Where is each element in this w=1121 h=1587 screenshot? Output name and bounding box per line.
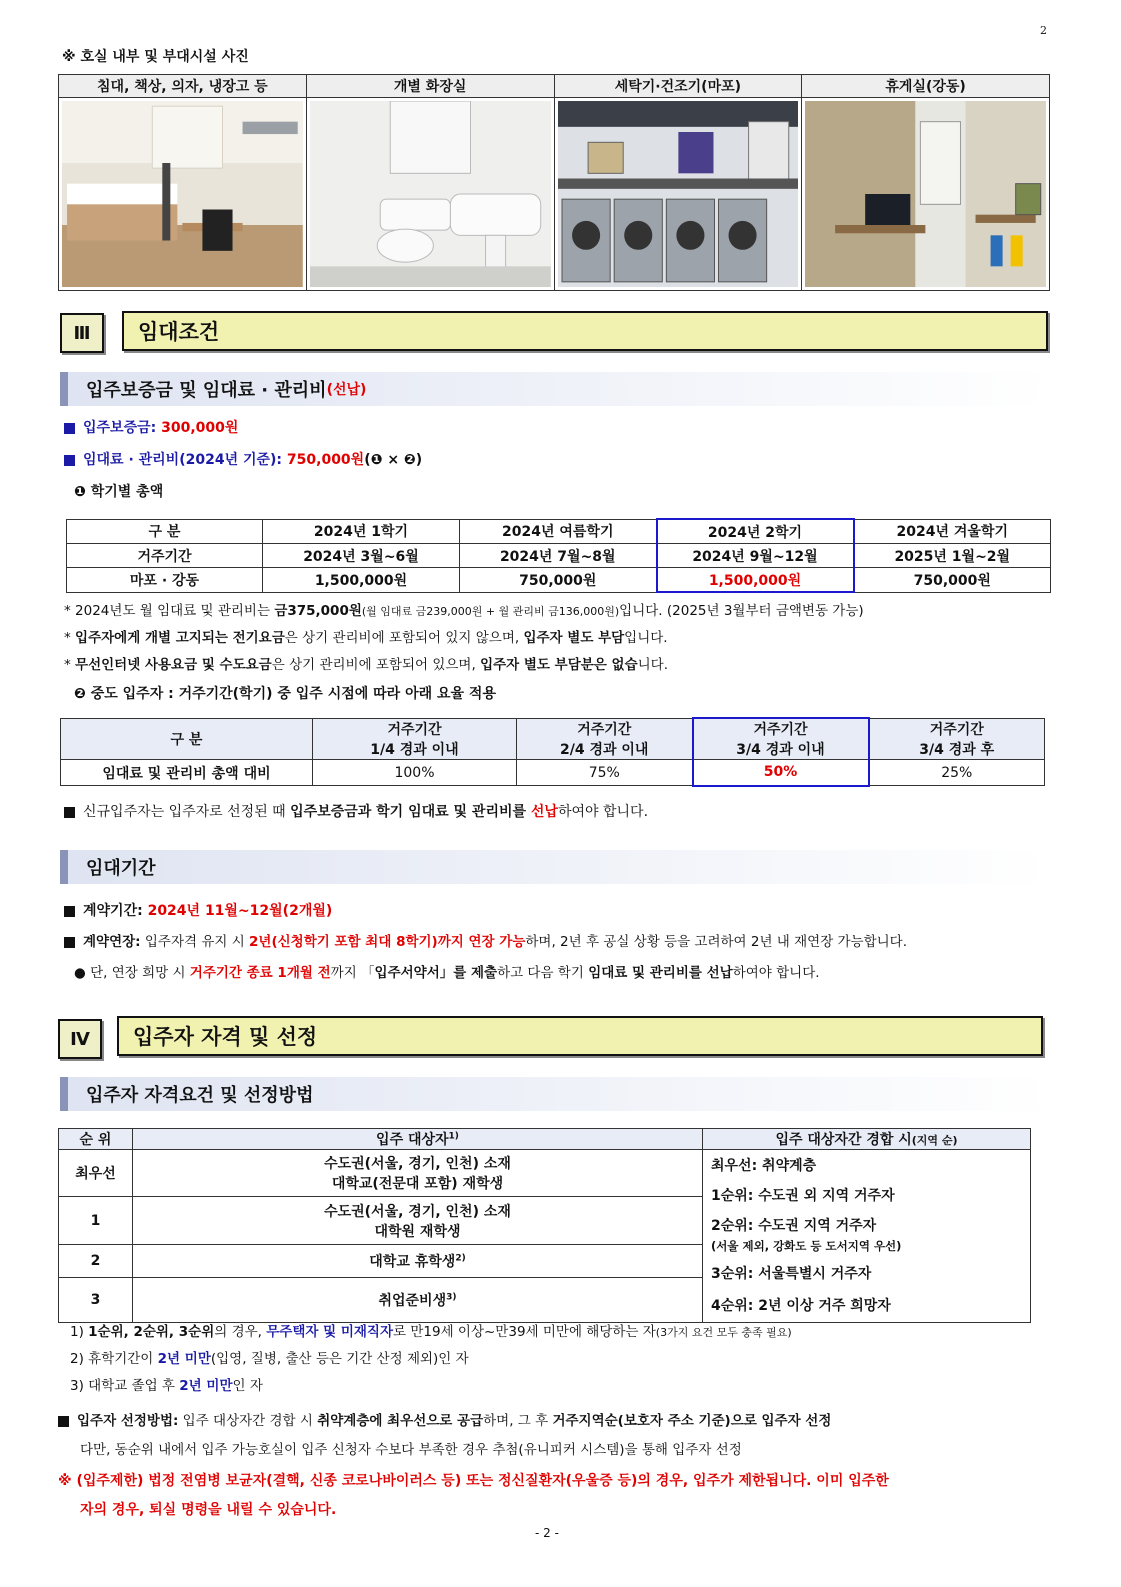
room-photo bbox=[62, 101, 303, 287]
table3-competition-order bbox=[703, 1150, 1031, 1323]
fn1-f: (3가지 요건 모두 충족 필요) bbox=[655, 1326, 792, 1339]
table3-target-1 bbox=[133, 1197, 703, 1244]
section3-title: 임대조건 bbox=[122, 311, 1048, 351]
table3-target-3 bbox=[133, 1277, 703, 1322]
note2-text-c: 은 상기 관리비에 포함되어 있지 않으며, bbox=[284, 630, 524, 646]
table2-row-label: 임대료 및 관리비 총액 대비 bbox=[61, 760, 313, 786]
deposit-value: 300,000원 bbox=[161, 420, 239, 436]
comp-priority-4: 4순위: 2년 이상 거주 희망자 bbox=[711, 1298, 891, 1314]
square-bullet-icon bbox=[58, 1416, 69, 1427]
deposit-label: 입주보증금: bbox=[83, 420, 157, 436]
photo-header-lounge: 휴게실(강동) bbox=[802, 75, 1050, 98]
ext-note-a: ● 단, 연장 희망 시 bbox=[74, 965, 190, 981]
selection-d: 거주지역순(보호자 주소 기준)으로 입주자 선정 bbox=[552, 1413, 832, 1429]
ext-note-b: 거주기간 종료 1개월 전 bbox=[189, 965, 331, 981]
contract-line bbox=[64, 901, 332, 921]
note-monthly-fee bbox=[64, 601, 864, 622]
extension-text-c: 하며, 2년 후 공실 상황 등을 고려하여 2년 내 재연장 가능합니다. bbox=[525, 934, 908, 950]
contract-value: 2024년 11월~12월(2개월) bbox=[147, 903, 333, 919]
page-footer: - 2 - bbox=[535, 1526, 559, 1540]
prepay-text-a: 신규입주자는 입주자로 선정된 때 bbox=[83, 804, 291, 820]
selection-lottery: 다만, 동순위 내에서 입주 가능호실이 입주 신청자 수보다 부족한 경우 추첨(유니피커 시스템)을 통해 입주자 선정 bbox=[80, 1442, 742, 1458]
comp-priority-3: 3순위: 서울특별시 거주자 bbox=[711, 1266, 872, 1282]
bathroom-photo-cell bbox=[306, 98, 554, 291]
table1-fee-summer: 750,000원 bbox=[460, 568, 657, 593]
note1-text-a: * 2024년도 월 임대료 및 관리비는 bbox=[64, 603, 275, 619]
square-bullet-icon bbox=[64, 455, 75, 466]
note3-text-e: 니다. bbox=[637, 657, 668, 673]
table1-fee-winter: 750,000원 bbox=[854, 568, 1051, 593]
table2-rate-q2: 75% bbox=[517, 760, 693, 786]
table3-rank-2: 2 bbox=[59, 1244, 133, 1277]
table3-header-target bbox=[133, 1129, 703, 1150]
table3-header-target-sup: 1) bbox=[448, 1131, 459, 1142]
deposit-subheading-text: 입주보증금 및 임대료 · 관리비 bbox=[86, 380, 327, 401]
table3-target-top-line1: 수도권(서울, 경기, 인천) 소재 bbox=[324, 1156, 511, 1173]
extension-label: 계약연장: bbox=[83, 934, 141, 950]
note3-internet-water: 무선인터넷 사용요금 및 수도요금 bbox=[75, 657, 272, 673]
lounge-photo bbox=[805, 101, 1046, 287]
square-bullet-icon bbox=[64, 423, 75, 434]
eligibility-subheading: 입주자 자격요건 및 선정방법 bbox=[60, 1077, 1050, 1111]
note2-burden: 입주자 별도 부담 bbox=[523, 630, 625, 646]
table1-header-sem2: 2024년 2학기 bbox=[657, 519, 854, 544]
table1-header-summer: 2024년 여름학기 bbox=[460, 519, 657, 544]
square-bullet-icon bbox=[64, 807, 75, 818]
table2-rate-q1: 100% bbox=[313, 760, 517, 786]
table3-rank-1: 1 bbox=[59, 1197, 133, 1244]
midterm-heading: ❷ 중도 입주자 : 거주기간(학기) 중 입주 시점에 따라 아래 요율 적용 bbox=[74, 686, 496, 702]
photo-header-bathroom: 개별 화장실 bbox=[306, 75, 554, 98]
page-number-top: 2 bbox=[1040, 24, 1047, 37]
table2-h4-line1: 거주기간 bbox=[929, 721, 984, 738]
ext-note-c: 까지 「 bbox=[330, 965, 375, 981]
note3-text-a: * bbox=[64, 657, 76, 673]
fn3-c: 인 자 bbox=[232, 1378, 263, 1394]
table3-header-competition bbox=[703, 1129, 1031, 1150]
table3-target-top bbox=[133, 1150, 703, 1197]
table3-rank-top: 최우선 bbox=[59, 1150, 133, 1197]
table3-header-rank: 순 위 bbox=[59, 1129, 133, 1150]
rent-line bbox=[64, 450, 422, 470]
table3-target-1-line2: 대학원 재학생 bbox=[374, 1223, 461, 1240]
lounge-photo-cell bbox=[802, 98, 1050, 291]
footnote-2 bbox=[70, 1349, 469, 1369]
table1-period-winter: 2025년 1월~2월 bbox=[854, 544, 1051, 568]
table2-h2-line2: 2/4 경과 이내 bbox=[560, 741, 649, 758]
table1-fee-sem2: 1,500,000원 bbox=[657, 568, 854, 593]
deposit-subheading-prepay: (선납) bbox=[326, 382, 367, 398]
table3-target-2-sup: 2) bbox=[455, 1253, 466, 1264]
table3-header-comp-small: (지역 순) bbox=[911, 1134, 958, 1147]
rent-value: 750,000원 bbox=[286, 452, 365, 468]
deposit-subheading bbox=[60, 372, 1050, 406]
table2-h2-line1: 거주기간 bbox=[577, 721, 632, 738]
table1-header-category: 구 분 bbox=[67, 519, 263, 544]
fn1-b: 1순위, 2순위, 3순위 bbox=[88, 1324, 215, 1340]
table1-fee-label: 마포 · 강동 bbox=[67, 568, 263, 593]
table1-period-summer: 2024년 7월~8월 bbox=[460, 544, 657, 568]
semester-total-heading: ❶ 학기별 총액 bbox=[74, 484, 164, 500]
square-bullet-icon bbox=[64, 906, 75, 917]
eligibility-table bbox=[58, 1128, 1031, 1323]
table2-h1-line2: 1/4 경과 이내 bbox=[370, 741, 459, 758]
table1-period-sem1: 2024년 3월~6월 bbox=[263, 544, 460, 568]
ext-note-e: 하고 다음 학기 bbox=[497, 965, 589, 981]
fn3-b: 2년 미만 bbox=[179, 1378, 233, 1394]
ext-note-g: 하여야 합니다. bbox=[732, 965, 820, 981]
room-photo-cell bbox=[59, 98, 307, 291]
comp-priority-2: 2순위: 수도권 지역 거주자 bbox=[711, 1218, 877, 1234]
fn2-c: (입영, 질병, 출산 등은 기간 산정 제외)인 자 bbox=[210, 1351, 469, 1367]
restriction-warning-line1: ※ (입주제한) 법정 전염병 보균자(결핵, 신종 코로나바이러스 등) 또는 정신질환자(우울증 등)의 경우, 입주가 제한됩니다. 이미 입주한 bbox=[58, 1473, 889, 1489]
table1-fee-sem1: 1,500,000원 bbox=[263, 568, 460, 593]
photo-caption: ※ 호실 내부 및 부대시설 사진 bbox=[62, 49, 249, 65]
table3-target-3-text: 취업준비생 bbox=[378, 1292, 447, 1309]
photo-header-room: 침대, 책상, 의자, 냉장고 등 bbox=[59, 75, 307, 98]
fn1-d: 무주택자 및 미재직자 bbox=[266, 1324, 394, 1340]
comp-priority-2-note: (서울 제외, 강화도 등 도서지역 우선) bbox=[711, 1239, 902, 1253]
fn1-e: 로 만19세 이상~만39세 미만에 해당하는 자 bbox=[393, 1324, 656, 1340]
fn1-a: 1) bbox=[70, 1324, 89, 1340]
fn3-a: 3) 대학교 졸업 후 bbox=[70, 1378, 180, 1394]
table3-target-3-sup: 3) bbox=[446, 1292, 457, 1303]
note-electricity bbox=[64, 628, 668, 648]
ext-note-f: 임대료 및 관리비를 선납 bbox=[588, 965, 733, 981]
selection-method bbox=[58, 1411, 831, 1431]
contract-label: 계약기간: bbox=[83, 903, 143, 919]
table1-period-label: 거주기간 bbox=[67, 544, 263, 568]
note1-text-d: 입니다. (2025년 3월부터 금액변동 가능) bbox=[619, 603, 864, 619]
note-internet-water bbox=[64, 655, 668, 675]
table2-header-q3 bbox=[693, 718, 869, 760]
table3-target-2 bbox=[133, 1244, 703, 1277]
table3-header-target-text: 입주 대상자 bbox=[376, 1132, 449, 1148]
note3-text-c: 은 상기 관리비에 포함되어 있으며, bbox=[271, 657, 481, 673]
table1-period-sem2: 2024년 9월~12월 bbox=[657, 544, 854, 568]
semester-fee-table bbox=[66, 518, 1051, 593]
table3-target-2-text: 대학교 휴학생 bbox=[369, 1253, 456, 1270]
table3-header-comp-text: 입주 대상자간 경합 시 bbox=[775, 1132, 912, 1148]
selection-c: 하며, 그 후 bbox=[483, 1413, 553, 1429]
laundry-photo bbox=[558, 101, 799, 287]
comp-priority-1: 1순위: 수도권 외 지역 거주자 bbox=[711, 1188, 895, 1204]
table2-header-q2 bbox=[517, 718, 693, 760]
rent-label: 임대료 · 관리비(2024년 기준): bbox=[83, 452, 283, 468]
bathroom-photo bbox=[310, 101, 551, 287]
ext-note-d: 입주서약서」를 제출 bbox=[374, 965, 498, 981]
note2-text-e: 입니다. bbox=[624, 630, 668, 646]
prepay-line bbox=[64, 802, 648, 822]
footnote-1 bbox=[70, 1322, 792, 1343]
fn1-c: 의 경우, bbox=[214, 1324, 267, 1340]
selection-b: 취약계층에 최우선으로 공급 bbox=[317, 1413, 484, 1429]
rent-formula: (❶ × ❷) bbox=[364, 452, 423, 468]
footnote-3 bbox=[70, 1376, 263, 1396]
table2-h4-line2: 3/4 경과 후 bbox=[919, 741, 995, 758]
photo-header-laundry: 세탁기·건조기(마포) bbox=[554, 75, 802, 98]
square-bullet-icon bbox=[64, 937, 75, 948]
midterm-rate-table bbox=[60, 717, 1045, 787]
section4-title: 입주자 자격 및 선정 bbox=[117, 1016, 1043, 1056]
table1-header-sem1: 2024년 1학기 bbox=[263, 519, 460, 544]
table2-h3-line1: 거주기간 bbox=[753, 722, 808, 738]
period-subheading: 임대기간 bbox=[60, 850, 1050, 884]
deposit-line bbox=[64, 418, 238, 438]
extension-text-b: 2년(신청학기 포함 최대 8학기)까지 연장 가능 bbox=[249, 934, 526, 950]
table2-header-q4 bbox=[869, 718, 1045, 760]
fn2-b: 2년 미만 bbox=[157, 1351, 211, 1367]
section4-number: Ⅳ bbox=[58, 1019, 102, 1059]
table2-rate-q4: 25% bbox=[869, 760, 1045, 786]
photo-table bbox=[58, 74, 1050, 291]
table2-h3-line2: 3/4 경과 이내 bbox=[736, 742, 825, 758]
extension-note bbox=[74, 963, 820, 983]
note3-no-burden: 입주자 별도 부담분은 없습 bbox=[480, 657, 638, 673]
table2-header-q1 bbox=[313, 718, 517, 760]
prepay-text-d: 하여야 합니다. bbox=[557, 804, 649, 820]
table3-target-1-line1: 수도권(서울, 경기, 인천) 소재 bbox=[324, 1203, 511, 1220]
note2-text-a: * bbox=[64, 630, 76, 646]
note1-breakdown: (월 임대료 금239,000원 + 월 관리비 금136,000원) bbox=[361, 605, 620, 618]
table3-target-top-line2: 대학교(전문대 포함) 재학생 bbox=[331, 1176, 504, 1193]
extension-text-a: 입주자격 유지 시 bbox=[140, 934, 250, 950]
table1-header-winter: 2024년 겨울학기 bbox=[854, 519, 1051, 544]
section3-number: Ⅲ bbox=[60, 313, 104, 353]
table2-rate-q3: 50% bbox=[693, 760, 869, 786]
prepay-text-c: 선납 bbox=[530, 804, 558, 820]
extension-line bbox=[64, 932, 907, 952]
prepay-text-b: 입주보증금과 학기 임대료 및 관리비를 bbox=[290, 804, 531, 820]
table2-header-category: 구 분 bbox=[61, 718, 313, 760]
selection-label: 입주자 선정방법: bbox=[77, 1413, 179, 1429]
fn2-a: 2) 휴학기간이 bbox=[70, 1351, 158, 1367]
note1-amount: 금375,000원 bbox=[274, 603, 362, 619]
comp-priority-0: 최우선: 취약계층 bbox=[711, 1158, 817, 1174]
note2-electricity: 입주자에게 개별 고지되는 전기요금 bbox=[75, 630, 285, 646]
table3-rank-3: 3 bbox=[59, 1277, 133, 1322]
restriction-warning-line2: 자의 경우, 퇴실 명령을 내릴 수 있습니다. bbox=[80, 1502, 337, 1518]
laundry-photo-cell bbox=[554, 98, 802, 291]
table2-h1-line1: 거주기간 bbox=[387, 721, 442, 738]
selection-a: 입주 대상자간 경합 시 bbox=[178, 1413, 318, 1429]
